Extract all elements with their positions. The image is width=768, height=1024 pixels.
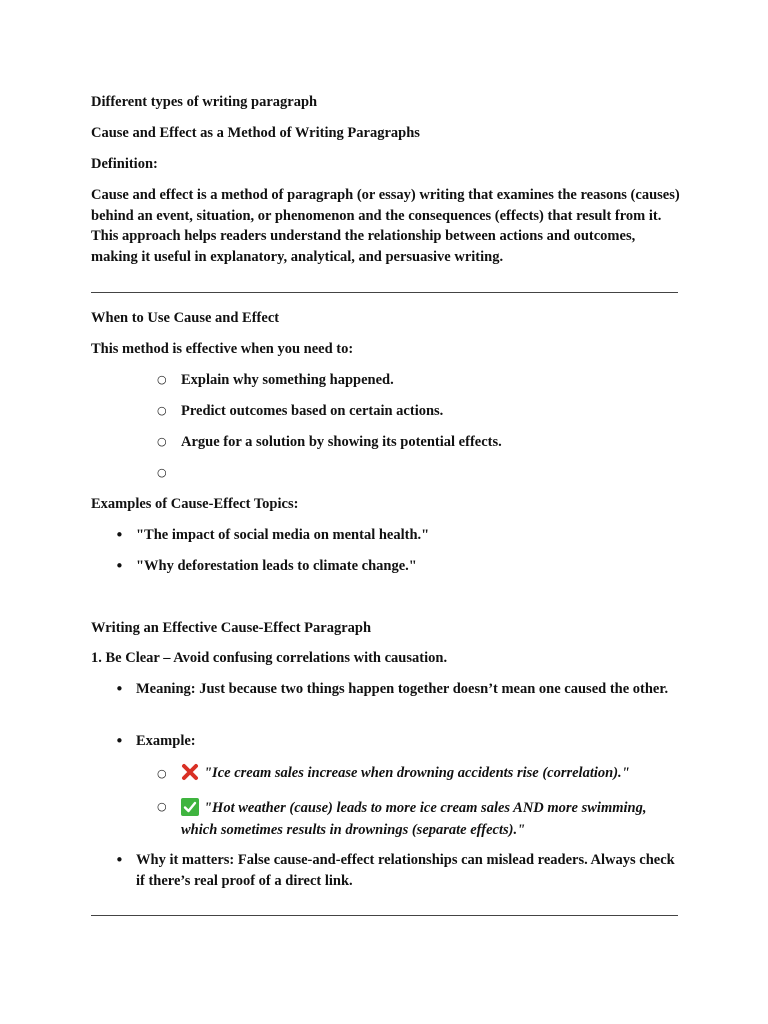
check-mark-icon bbox=[181, 798, 199, 816]
circle-bullet: ○ bbox=[157, 800, 167, 813]
circle-bullet: ○ bbox=[157, 404, 167, 417]
circle-bullet: ○ bbox=[157, 466, 167, 479]
circle-bullet: ○ bbox=[157, 435, 167, 448]
list-item: Predict outcomes based on certain actions. bbox=[181, 403, 444, 419]
meaning-text: Meaning: Just because two things happen together doesn’t mean one caused the other. bbox=[136, 681, 669, 697]
document-heading: Different types of writing paragraph bbox=[91, 94, 318, 110]
list-item: Argue for a solution by showing its potential effects. bbox=[181, 434, 502, 450]
list-item: "The impact of social media on mental health." bbox=[136, 527, 430, 543]
why-it-matters-text: Why it matters: False cause-and-effect relationships can mislead readers. Always check if there’s real proof of a direct link. bbox=[136, 852, 675, 889]
writing-heading: Writing an Effective Cause-Effect Paragraph bbox=[91, 620, 372, 636]
cross-mark-icon bbox=[181, 763, 199, 781]
when-to-use-intro: This method is effective when you need to: bbox=[91, 341, 354, 357]
definition-text: Cause and effect is a method of paragraph (or essay) writing that examines the reasons (causes) behind an event, situation, or phenomenon and the consequences (effects) that result from it. This approach helps readers understand the relationship between actions and outcomes, making it useful in explanatory, analytical, and persuasive writing. bbox=[91, 187, 680, 265]
example-label: Example: bbox=[136, 733, 196, 749]
list-item: Explain why something happened. bbox=[181, 372, 394, 388]
good-example-row bbox=[181, 797, 681, 841]
examples-heading: Examples of Cause-Effect Topics: bbox=[91, 496, 299, 512]
horizontal-rule bbox=[91, 915, 678, 916]
list-item: "Why deforestation leads to climate change." bbox=[136, 558, 417, 574]
document-subheading: Cause and Effect as a Method of Writing Paragraphs bbox=[91, 125, 420, 141]
disc-bullet: • bbox=[115, 526, 124, 544]
circle-bullet: ○ bbox=[157, 373, 167, 386]
disc-bullet: • bbox=[115, 851, 124, 869]
bad-example-text: "Ice cream sales increase when drowning accidents rise (correlation)." bbox=[204, 765, 630, 781]
horizontal-rule bbox=[91, 292, 678, 293]
point-one: 1. Be Clear – Avoid confusing correlations with causation. bbox=[91, 650, 448, 666]
disc-bullet: • bbox=[115, 680, 124, 698]
disc-bullet: • bbox=[115, 557, 124, 575]
good-example-text: "Hot weather (cause) leads to more ice cream sales AND more swimming, which sometimes results in drownings (separate effects)." bbox=[181, 800, 647, 838]
disc-bullet: • bbox=[115, 732, 124, 750]
when-to-use-heading: When to Use Cause and Effect bbox=[91, 310, 280, 326]
circle-bullet: ○ bbox=[157, 767, 167, 780]
bad-example-row bbox=[181, 763, 630, 783]
definition-label: Definition: bbox=[91, 156, 158, 172]
